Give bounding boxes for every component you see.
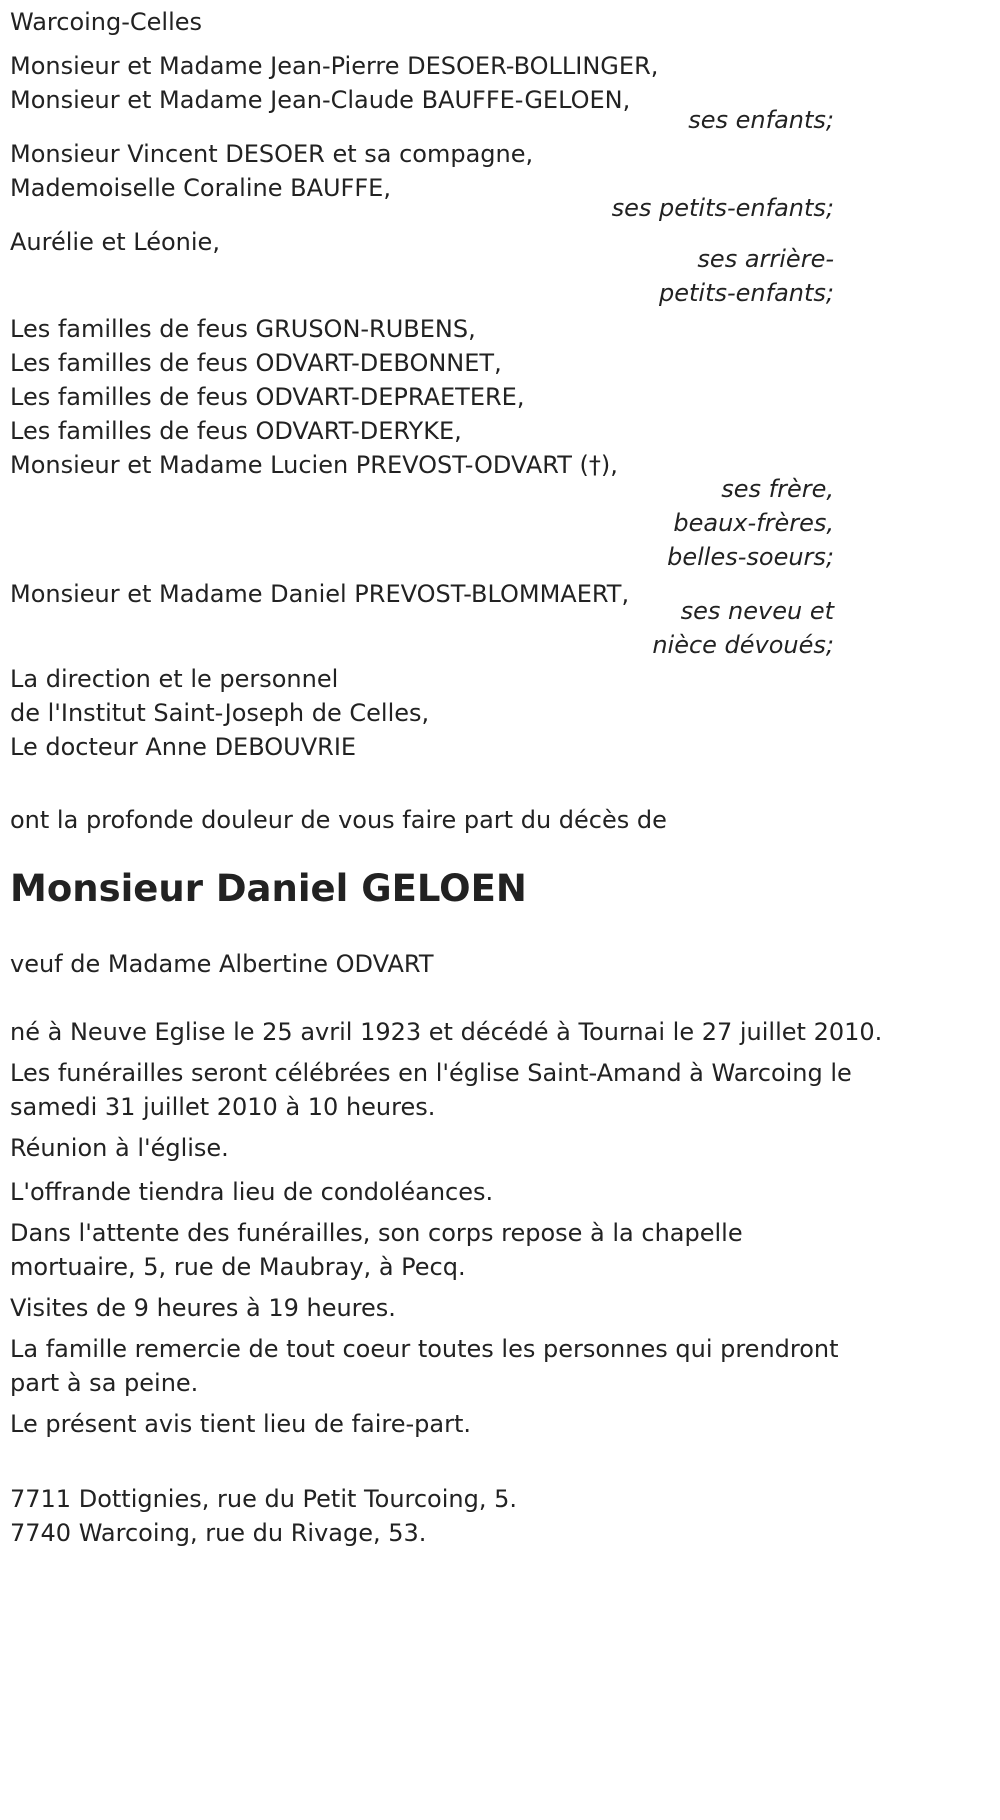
role-label: ses neveu et nièce dévoués; <box>652 597 834 659</box>
role-label: ses frère, beaux-frères, belles-soeurs; <box>667 475 834 571</box>
thanks-text: La famille remercie de tout coeur toutes les personnes qui prendront part à sa peine. <box>10 1335 839 1397</box>
birth-death-text: né à Neuve Eglise le 25 avril 1923 et décédé à Tournai le 27 juillet 2010. <box>10 1018 883 1046</box>
meeting-text: Réunion à l'église. <box>10 1134 229 1162</box>
family-group-institution <box>10 662 990 764</box>
deceased-name: Monsieur Daniel GELOEN <box>10 867 527 910</box>
family-line: Le docteur Anne DEBOUVRIE <box>10 733 357 761</box>
family-group-grandchildren <box>10 134 990 208</box>
widower-of-text: veuf de Madame Albertine ODVART <box>10 950 434 978</box>
family-line: Monsieur et Madame Lucien PREVOST-ODVART (†), <box>10 451 618 479</box>
notice-text: Le présent avis tient lieu de faire-part. <box>10 1410 472 1438</box>
repose-text: Dans l'attente des funérailles, son corps repose à la chapelle mortuaire, 5, rue de Maubray, à Pecq. <box>10 1219 743 1281</box>
offering-text: L'offrande tiendra lieu de condoléances. <box>10 1178 494 1206</box>
funeral-text: Les funérailles seront célébrées en l'église Saint-Amand à Warcoing le samedi 31 juillet 2010 à 10 heures. <box>10 1059 852 1121</box>
family-line: Les familles de feus ODVART-DERYKE, <box>10 417 462 445</box>
address-line: 7711 Dottignies, rue du Petit Tourcoing, 5. <box>10 1485 518 1513</box>
family-line: Monsieur Vincent DESOER et sa compagne, <box>10 140 534 168</box>
announcement-text: ont la profonde douleur de vous faire part du décès de <box>10 806 667 834</box>
family-line: Mademoiselle Coraline BAUFFE, <box>10 174 391 202</box>
role-label: ses enfants; <box>688 106 834 134</box>
family-line: Aurélie et Léonie, <box>10 228 220 256</box>
family-line: Les familles de feus GRUSON-RUBENS, <box>10 315 476 343</box>
family-group-siblings <box>10 312 990 482</box>
family-line: Les familles de feus ODVART-DEBONNET, <box>10 349 502 377</box>
visits-text: Visites de 9 heures à 19 heures. <box>10 1294 396 1322</box>
family-line: Les familles de feus ODVART-DEPRAETERE, <box>10 383 525 411</box>
family-line: de l'Institut Saint-Joseph de Celles, <box>10 699 430 727</box>
family-line: Monsieur et Madame Jean-Claude BAUFFE-GELOEN, <box>10 86 631 114</box>
details-block <box>10 1012 883 1444</box>
family-group-children <box>10 46 990 120</box>
family-group-great-grandchildren <box>10 222 990 262</box>
family-line: La direction et le personnel <box>10 665 339 693</box>
family-line: Monsieur et Madame Daniel PREVOST-BLOMMAERT, <box>10 580 630 608</box>
role-label: ses petits-enfants; <box>611 194 834 222</box>
family-line: Monsieur et Madame Jean-Pierre DESOER-BOLLINGER, <box>10 52 659 80</box>
address-line: 7740 Warcoing, rue du Rivage, 53. <box>10 1519 427 1547</box>
addresses-block <box>10 1482 990 1550</box>
family-group-nephew-niece <box>10 574 990 614</box>
role-label: ses arrière-petits-enfants; <box>659 245 834 307</box>
place-line: Warcoing-Celles <box>10 8 203 36</box>
